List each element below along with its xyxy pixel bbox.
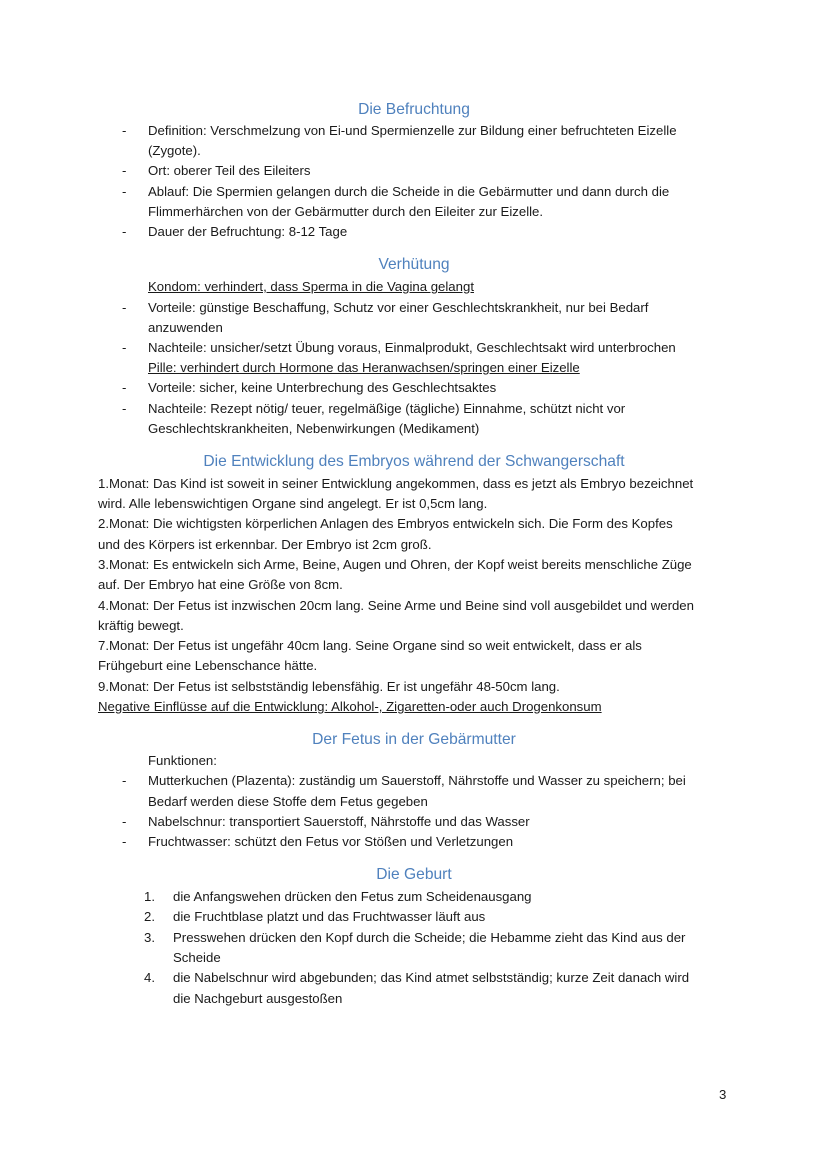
embryo-line-3: 2.Monat: Die wichtigsten körperlichen Anlagen des Embryos entwickeln sich. Die Form des Kopfes [98,516,673,531]
heading-fetus: Der Fetus in der Gebärmutter [312,731,516,748]
befruchtung-item-4: Dauer der Befruchtung: 8-12 Tage [148,224,348,239]
embryo-line-10: Frühgeburt eine Lebenschance hätte. [98,658,318,673]
kondom-vorteile-line-2: anzuwenden [148,320,223,335]
kondom-vorteile-line-1: Vorteile: günstige Beschaffung, Schutz vor einer Geschlechtskrankheit, nur bei Bedarf [148,300,649,315]
befruchtung-item-1-line-2: (Zygote). [148,143,201,158]
befruchtung-item-3-line-1: Ablauf: Die Spermien gelangen durch die Scheide in die Gebärmutter und dann durch die [148,184,670,199]
pille-nachteile-line-1: Nachteile: Rezept nötig/ teuer, regelmäßige (tägliche) Einnahme, schützt nicht vor [148,401,626,416]
kondom-nachteile: Nachteile: unsicher/setzt Übung voraus, Einmalprodukt, Geschlechtsakt wird unterbrochen [148,340,676,355]
pille-title: Pille: verhindert durch Hormone das Heranwachsen/springen einer Eizelle [148,360,580,375]
geburt-item-3-line-1: Presswehen drücken den Kopf durch die Scheide; die Hebamme zieht das Kind aus der [173,930,686,945]
pille-vorteile: Vorteile: sicher, keine Unterbrechung des Geschlechtsaktes [148,380,497,395]
geburt-item-4-line-2: die Nachgeburt ausgestoßen [173,991,343,1006]
bullet-dash: - [122,163,127,178]
fetus-item-1-line-1: Mutterkuchen (Plazenta): zuständig um Sauerstoff, Nährstoffe und Wasser zu speichern; bei [148,773,686,788]
geburt-item-4-line-1: die Nabelschnur wird abgebunden; das Kind atmet selbstständig; kurze Zeit danach wird [173,970,690,985]
fetus-intro: Funktionen: [148,753,217,768]
list-number: 4. [144,970,155,985]
embryo-line-4: und des Körpers ist erkennbar. Der Embryo ist 2cm groß. [98,537,432,552]
page-number: 3 [719,1087,727,1102]
bullet-dash: - [122,380,127,395]
embryo-line-5: 3.Monat: Es entwickeln sich Arme, Beine, Augen und Ohren, der Kopf weist bereits menschliche Züge [98,557,692,572]
bullet-dash: - [122,300,127,315]
geburt-item-2: die Fruchtblase platzt und das Fruchtwasser läuft aus [173,909,486,924]
embryo-line-8: kräftig bewegt. [98,618,184,633]
fetus-item-1-line-2: Bedarf werden diese Stoffe dem Fetus gegeben [148,794,428,809]
fetus-item-3: Fruchtwasser: schützt den Fetus vor Stößen und Verletzungen [148,834,514,849]
embryo-line-9: 7.Monat: Der Fetus ist ungefähr 40cm lang. Seine Organe sind so weit entwickelt, dass er als [98,638,642,653]
embryo-line-2: wird. Alle lebenswichtigen Organe sind angelegt. Er ist 0,5cm lang. [98,496,488,511]
bullet-dash: - [122,401,127,416]
negative-einfluesse: Negative Einflüsse auf die Entwicklung: Alkohol-, Zigaretten-oder auch Drogenkonsum [98,699,602,714]
kondom-title: Kondom: verhindert, dass Sperma in die Vagina gelangt [148,279,474,294]
list-number: 2. [144,909,155,924]
bullet-dash: - [122,814,127,829]
embryo-line-11: 9.Monat: Der Fetus ist selbstständig lebensfähig. Er ist ungefähr 48-50cm lang. [98,679,560,694]
heading-verhuetung: Verhütung [378,256,450,273]
heading-befruchtung: Die Befruchtung [358,101,470,118]
heading-geburt: Die Geburt [376,866,452,883]
pille-nachteile-line-2: Geschlechtskrankheiten, Nebenwirkungen (Medikament) [148,421,480,436]
befruchtung-item-1-line-1: Definition: Verschmelzung von Ei-und Spermienzelle zur Bildung einer befruchteten Eizelle [148,123,677,138]
befruchtung-item-3-line-2: Flimmerhärchen von der Gebärmutter durch den Eileiter zur Eizelle. [148,204,544,219]
geburt-item-3-line-2: Scheide [173,950,221,965]
bullet-dash: - [122,773,127,788]
geburt-item-1: die Anfangswehen drücken den Fetus zum Scheidenausgang [173,889,532,904]
fetus-item-2: Nabelschnur: transportiert Sauerstoff, Nährstoffe und das Wasser [148,814,530,829]
bullet-dash: - [122,184,127,199]
heading-embryo: Die Entwicklung des Embryos während der Schwangerschaft [203,453,625,470]
embryo-line-1: 1.Monat: Das Kind ist soweit in seiner Entwicklung angekommen, dass es jetzt als Embryo bezeichnet [98,476,694,491]
bullet-dash: - [122,123,127,138]
embryo-line-6: auf. Der Embryo hat eine Größe von 8cm. [98,577,343,592]
list-number: 1. [144,889,155,904]
bullet-dash: - [122,224,127,239]
embryo-line-7: 4.Monat: Der Fetus ist inzwischen 20cm lang. Seine Arme und Beine sind voll ausgebildet und werden [98,598,694,613]
bullet-dash: - [122,340,127,355]
befruchtung-item-2: Ort: oberer Teil des Eileiters [148,163,311,178]
bullet-dash: - [122,834,127,849]
list-number: 3. [144,930,155,945]
